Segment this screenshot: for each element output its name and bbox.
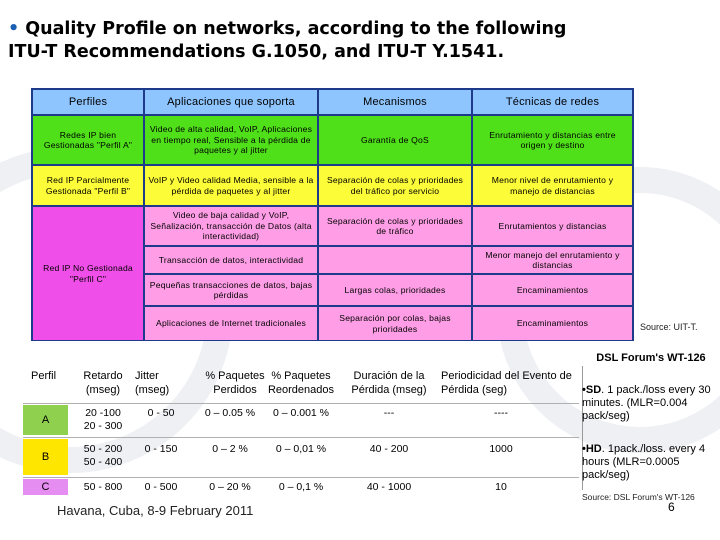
slide-title [8,18,708,64]
col-header-duracion: Duración de la Pérdida (mseg) [351,370,427,396]
col-header-periodicidad: Periodicidad del Evento de Pérdida (seg) [441,370,572,396]
perfil-c-mecanismos-3: Largas colas, prioridades [319,275,471,305]
header-tecnicas: Técnicas de redes [473,90,632,114]
title-line-1: Quality Profile on networks, according to the following [19,19,567,39]
row-c-perdidos: 0 – 20 % [209,481,251,493]
note-sd-key: •SD [582,384,602,396]
perfil-c-aplicaciones-2: Transacción de datos, interactividad [145,247,317,273]
footer-location: Havana, Cuba, 8-9 February 2011 [57,503,254,518]
perfil-b-mecanismos: Separación de colas y prioridades del tráfico por servicio [319,166,471,205]
perfil-c-tecnicas-1: Enrutamientos y distancias [473,207,632,245]
note-sd [582,384,718,423]
note-sd-text: . 1 pack./loss every 30 minutes. (MLR=0.004 pack/seg) [582,384,711,422]
perfil-b-tecnicas: Menor nivel de enrutamiento y manejo de distancias [473,166,632,205]
row-a-perdidos: 0 – 0.05 % [204,407,256,419]
row-c-periodicidad: 10 [495,481,507,493]
title-line-2: ITU-T Recommendations G.1050, and ITU-T Y.1541. [8,42,505,62]
perfil-c-mecanismos-2 [319,247,471,273]
note-hd-text: . 1pack./loss. every 4 hours (MLR=0.0005 pack/seg) [582,443,706,481]
page-number: 6 [668,500,675,514]
row-b-reordenados: 0 – 0,01 % [275,443,327,455]
note-hd [582,443,718,482]
row-c-jitter: 0 - 500 [144,481,178,493]
row-c-retardo: 50 - 800 [83,481,123,493]
note-hd-key: •HD [582,443,602,455]
perfil-c-tecnicas-2: Menor manejo del enrutamiento y distancias [473,247,632,273]
table2-source: Source: DSL Forum's WT-126 [582,492,695,502]
title-bullet: • [8,19,20,39]
row-a-duracion: --- [383,407,395,419]
row-divider [23,477,579,478]
col-header-perfil: Perfil [31,370,57,382]
row-c-duracion: 40 - 1000 [366,481,412,493]
row-a-periodicidad: ---- [494,407,508,419]
row-a-retardo: 20 -100 20 - 300 [83,407,123,432]
perfil-a-cell: Redes IP bien Gestionadas "Perfil A" [33,116,143,164]
row-b-label: B [23,439,68,475]
header-aplicaciones: Aplicaciones que soporta [145,90,317,114]
col-header-perdidos: % Paquetes Perdidos [205,370,265,396]
col-header-jitter: Jitter (mseg) [135,370,170,396]
quality-profile-table [31,88,634,341]
dsl-forum-title: DSL Forum's WT-126 [596,352,706,364]
perfil-c-tecnicas-4: Encaminamientos [473,307,632,340]
table1-source: Source: UIT-T. [640,322,698,332]
perfil-c-tecnicas-3: Encaminamientos [473,275,632,305]
row-a-jitter: 0 - 50 [147,407,175,419]
row-a-label: A [23,405,68,435]
row-b-perdidos: 0 – 2 % [212,443,248,455]
perfil-c-aplicaciones-1: Video de baja calidad y VoIP, Señalización, transacción de Datos (alta interactividad) [145,207,317,245]
col-header-retardo: Retardo (mseg) [83,370,123,396]
perfil-c-aplicaciones-4: Aplicaciones de Internet tradicionales [145,307,317,340]
perfil-a-tecnicas: Enrutamiento y distancias entre origen y destino [473,116,632,164]
perfil-c-aplicaciones-3: Pequeñas transacciones de datos, bajas pérdidas [145,275,317,305]
perfil-a-aplicaciones: Video de alta calidad, VoIP, Aplicaciones en tiempo real, Sensible a la pérdida de paquetes y al jitter [145,116,317,164]
perfil-c-cell: Red IP No Gestionada "Perfil C" [33,207,143,340]
perfil-b-aplicaciones: VoIP y Video calidad Media, sensible a la pérdida de paquetes y al jitter [145,166,317,205]
header-mecanismos: Mecanismos [319,90,471,114]
row-b-duracion: 40 - 200 [369,443,409,455]
perfil-a-mecanismos: Garantía de QoS [319,116,471,164]
header-perfiles: Perfiles [33,90,143,114]
row-c-reordenados: 0 – 0,1 % [278,481,324,493]
row-divider [23,403,579,404]
row-b-jitter: 0 - 150 [144,443,178,455]
profile-metrics-table [23,365,579,495]
row-divider [23,437,579,438]
row-a-reordenados: 0 – 0.001 % [272,407,330,419]
perfil-c-mecanismos-1: Separación de colas y prioridades de tráfico [319,207,471,245]
perfil-b-cell: Red IP Parcialmente Gestionada "Perfil B" [33,166,143,205]
col-header-reordenados: % Paquetes Reordenados [267,370,335,396]
row-c-label: C [23,479,68,495]
perfil-c-mecanismos-4: Separación por colas, bajas prioridades [319,307,471,340]
row-b-periodicidad: 1000 [489,443,513,455]
row-b-retardo: 50 - 200 50 - 400 [83,443,123,468]
